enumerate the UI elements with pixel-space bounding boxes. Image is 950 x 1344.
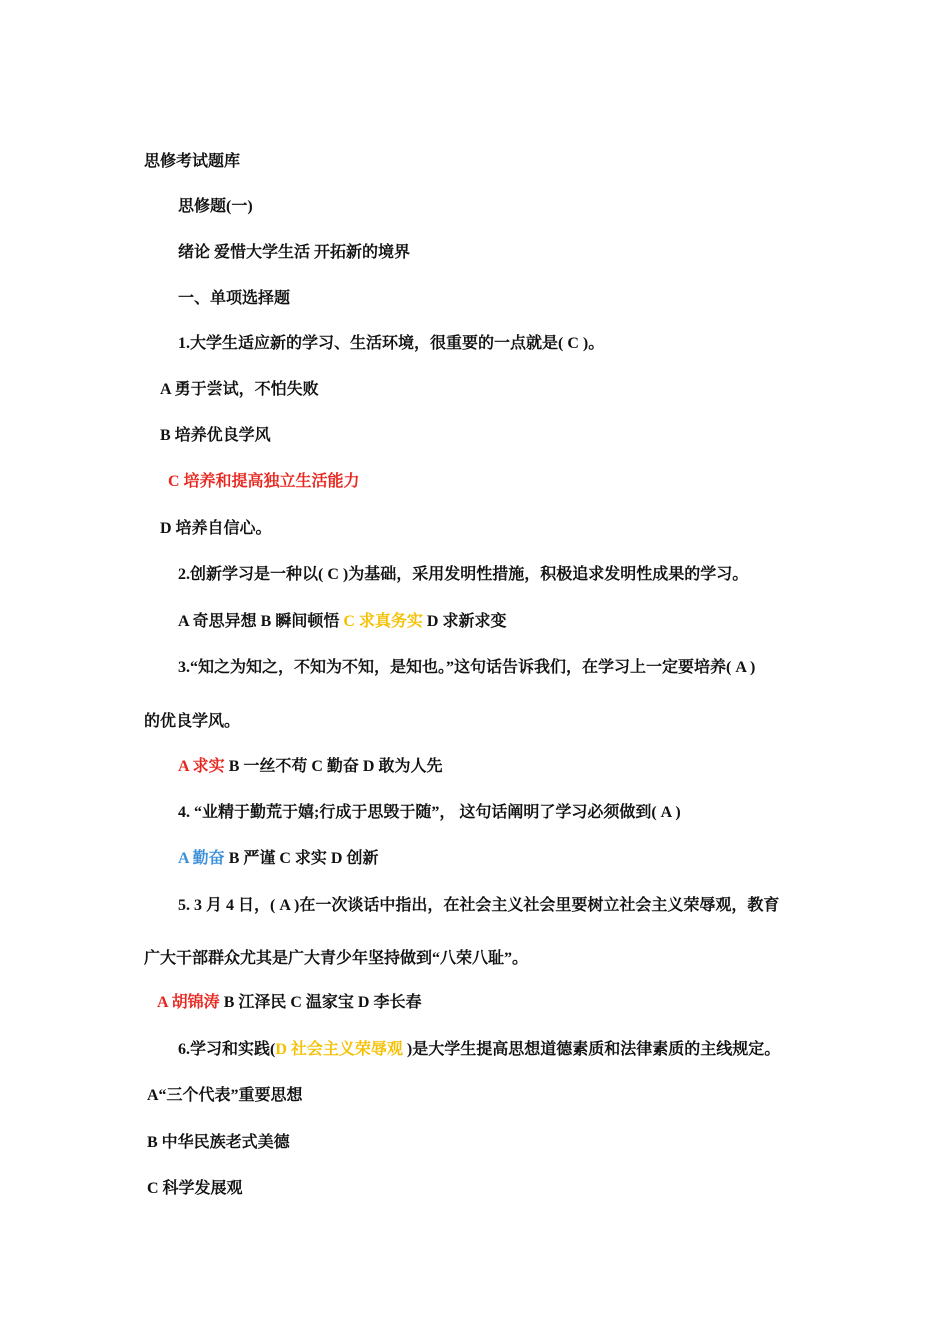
question-3-option-rest: B 一丝不苟 C 勤奋 D 敢为人先: [224, 758, 443, 775]
doc-subtitle: 思修题(一): [178, 198, 253, 215]
question-2-option-c-answer: C 求真务实: [343, 613, 423, 630]
question-5-stem-line2: 广大干部群众尤其是广大青少年坚持做到“八荣八耻”。: [144, 950, 529, 967]
question-6-answer: D 社会主义荣辱观: [275, 1041, 407, 1058]
question-5-stem-line1: 5. 3 月 4 日，( A )在一次谈话中指出，在社会主义社会里要树立社会主义荣辱观，教育: [178, 897, 780, 914]
question-6-option-c: C 科学发展观: [147, 1180, 243, 1197]
question-1-option-c-answer: C 培养和提高独立生活能力: [168, 473, 360, 490]
question-2-option-ab: A 奇思异想 B 瞬间顿悟: [178, 613, 344, 630]
question-6-option-b: B 中华民族老式美德: [147, 1134, 290, 1151]
question-2-options: [178, 612, 506, 632]
question-4-options: [178, 849, 378, 869]
question-6-stem-pre: 6.学习和实践(: [178, 1041, 276, 1058]
question-3-stem-line2: 的优良学风。: [144, 713, 241, 730]
question-1-stem: 1.大学生适应新的学习、生活环境，很重要的一点就是( C )。: [178, 335, 605, 352]
question-2-stem: 2.创新学习是一种以( C )为基础，采用发明性措施，积极追求发明性成果的学习。: [178, 566, 749, 583]
question-3-stem-line1: 3.“知之为知之，不知为不知，是知也。”这句话告诉我们，在学习上一定要培养( A ): [178, 659, 756, 676]
chapter-heading: 绪论 爱惜大学生活 开拓新的境界: [178, 244, 411, 261]
question-5-option-rest: B 江泽民 C 温家宝 D 李长春: [219, 994, 422, 1011]
section-heading: 一、单项选择题: [178, 290, 291, 307]
question-3-option-a-answer: A 求实: [178, 758, 225, 775]
question-4-option-a-answer: A 勤奋: [178, 850, 225, 867]
question-3-options: [178, 757, 442, 777]
doc-title: 思修考试题库: [144, 153, 241, 170]
question-6-stem-post: )是大学生提高思想道德素质和法律素质的主线规定。: [406, 1041, 781, 1058]
question-1-option-d: D 培养自信心。: [160, 520, 272, 537]
question-6-stem: [178, 1040, 780, 1060]
question-1-option-b: B 培养优良学风: [160, 427, 271, 444]
question-2-option-d: D 求新求变: [422, 613, 507, 630]
question-6-option-a: A“三个代表”重要思想: [147, 1087, 303, 1104]
question-4-stem: 4. “业精于勤荒于嬉;行成于思毁于随”， 这句话阐明了学习必须做到( A ): [178, 804, 681, 821]
question-4-option-rest: B 严谨 C 求实 D 创新: [224, 850, 379, 867]
question-5-option-a-answer: A 胡锦涛: [157, 994, 220, 1011]
question-1-option-a: A 勇于尝试，不怕失败: [160, 381, 319, 398]
question-5-options: [157, 993, 421, 1013]
